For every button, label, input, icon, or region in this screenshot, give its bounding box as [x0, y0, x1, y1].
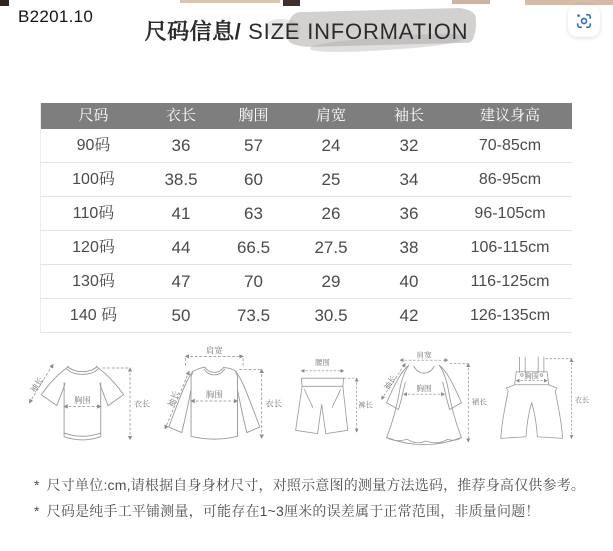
measure-cell: 27.5: [314, 238, 348, 257]
note-text: 尺寸单位:cm,请根据自身身材尺寸，对照示意图的测量方法选码，推荐身高仅供参考。: [46, 477, 586, 493]
measure-cell: 29: [321, 272, 341, 291]
measure-cell: 57: [244, 136, 263, 155]
asterisk-marker: *: [34, 503, 40, 519]
measure-cell: 47: [171, 272, 191, 291]
column-header-sleeve: 袖长: [393, 107, 424, 124]
photo-crop-artifact: [180, 0, 280, 3]
label-shoulder-width: 肩宽: [416, 350, 432, 360]
label-waist: 腰围: [314, 358, 330, 368]
measure-cell: 26: [321, 204, 341, 223]
column-header-chest: 胸围: [238, 107, 269, 124]
diagram-overalls: [487, 342, 591, 460]
asterisk-marker: *: [34, 477, 40, 493]
table-row-90: [41, 129, 572, 163]
height-cell: 96-105cm: [474, 205, 546, 222]
photo-crop-artifact: [452, 0, 490, 4]
table-header-row: [41, 103, 572, 129]
photo-crop-artifact: [0, 0, 9, 6]
note-units: [34, 472, 594, 498]
overalls-outline: [501, 357, 563, 438]
height-cell: 86-95cm: [478, 171, 542, 188]
size-cell: 100码: [72, 171, 115, 188]
photo-crop-artifact: [283, 0, 300, 6]
measure-cell: 70: [244, 272, 263, 291]
diagram-shorts: [285, 342, 373, 460]
height-cell: 126-135cm: [469, 307, 551, 324]
label-chest: 胸围: [416, 383, 432, 393]
image-search-button[interactable]: [568, 5, 600, 37]
measurement-diagrams: [22, 342, 591, 464]
photo-crop-artifact: [525, 0, 613, 5]
label-pants-length: 裤长: [357, 400, 373, 410]
size-cell: 120码: [72, 239, 115, 256]
measure-cell: 36: [399, 204, 419, 223]
column-header-shoulder: 肩宽: [315, 107, 346, 124]
size-cell: 130码: [72, 273, 115, 290]
measure-cell: 73.5: [236, 306, 271, 325]
table-row-110: [41, 197, 572, 231]
table-row-100: [41, 163, 572, 197]
height-cell: 116-125cm: [470, 273, 550, 290]
measure-cell: 66.5: [236, 238, 271, 257]
measure-cell: 63: [244, 204, 263, 223]
measure-cell: 41: [171, 204, 191, 223]
measure-cell: 24: [321, 136, 341, 155]
footnotes: [34, 472, 594, 524]
measure-cell: 38: [399, 238, 419, 257]
label-shoulder-width: 肩宽: [206, 345, 223, 356]
measure-cell: 34: [399, 170, 419, 189]
image-search-icon: [574, 11, 594, 31]
measure-cell: 36: [171, 136, 191, 155]
size-table: [40, 103, 572, 333]
height-cell: 106-115cm: [470, 239, 550, 256]
label-garment-length: 衣长: [133, 399, 151, 409]
dress-outline: [386, 365, 461, 444]
size-cell: 90码: [76, 137, 111, 154]
measure-cell: 42: [399, 306, 419, 325]
measure-cell: 32: [399, 136, 419, 155]
label-chest: 胸围: [74, 395, 91, 405]
measure-cell: 40: [399, 272, 419, 291]
measure-cell: 38.5: [164, 170, 198, 189]
title-english: SIZE INFORMATION: [241, 19, 469, 44]
size-cell: 110码: [72, 205, 115, 222]
shorts-outline: [295, 378, 347, 433]
size-cell: 140 码: [69, 307, 118, 324]
diagram-dress: [373, 342, 487, 460]
diagram-long-sleeve-top: [152, 342, 284, 460]
height-cell: 70-85cm: [478, 137, 542, 154]
product-code: B2201.10: [18, 7, 94, 26]
label-skirt-length: 裙长: [471, 397, 487, 407]
measure-cell: 25: [321, 170, 341, 189]
label-garment-length: 衣长: [265, 398, 283, 409]
note-text: 尺码是纯手工平铺测量，可能存在1~3厘米的误差属于正常范围，非质量问题！: [46, 503, 540, 519]
label-sleeve-length: 袖长: [165, 389, 182, 409]
column-header-size: 尺码: [78, 107, 109, 124]
table-row-130: [41, 265, 572, 299]
table-row-140: [41, 299, 572, 333]
column-header-height: 建议身高: [479, 107, 540, 124]
measure-cell: 50: [171, 306, 191, 325]
measure-cell: 44: [171, 238, 191, 257]
diagram-short-sleeve-top: [22, 342, 152, 460]
measure-cell: 30.5: [314, 306, 348, 325]
label-chest: 胸围: [524, 371, 539, 381]
label-chest: 胸围: [206, 389, 223, 400]
measure-cell: 60: [244, 170, 263, 189]
column-header-length: 衣长: [165, 107, 196, 124]
label-garment-length: 衣长: [574, 395, 590, 405]
label-sleeve-length: 袖长: [381, 373, 398, 392]
note-tolerance: [34, 498, 594, 524]
page-title: [0, 15, 613, 55]
title-chinese: 尺码信息/: [144, 19, 242, 44]
long-sleeve-outline: [169, 367, 260, 439]
label-sleeve-length: 袖长: [28, 375, 46, 395]
table-row-120: [41, 231, 572, 265]
